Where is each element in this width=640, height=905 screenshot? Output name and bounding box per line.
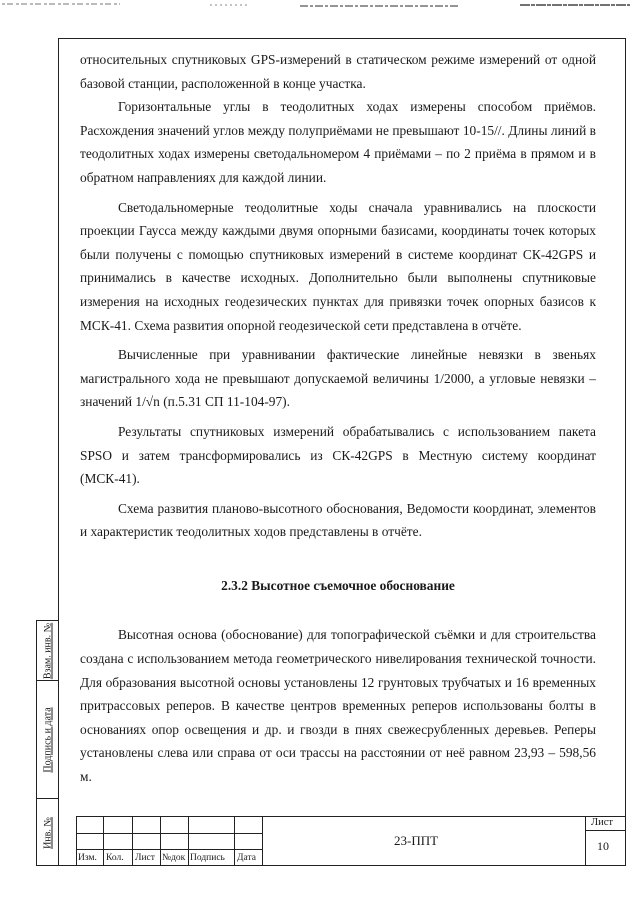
paragraph: Светодальномерные теодолитные ходы сначала уравнивались на плоскости проекции Гаусса между каждыми двумя опорными базисами, координаты точек которых были получены с помощью спутниковых измерений в системе координат СК-42GPS и принимались в качестве исходных. Дополнительно были выполнены спутниковые измерения на исходных геодезических пунктах для привязки точек опорных базисов к МСК-41. Схема развития опорной геодезической сети представлена в отчёте. — [80, 199, 596, 333]
paragraph: Результаты спутниковых измерений обрабатывались с использованием пакета SPSO и затем трансформировались из СК-42GPS в Местную систему координат (МСК-41). — [80, 423, 596, 487]
col-podpis: Подпись — [190, 853, 225, 863]
side-stamp-cell — [37, 621, 59, 681]
side-stamp-cell — [37, 799, 59, 867]
col-kol: Кол. — [106, 853, 124, 863]
col-data: Дата — [237, 853, 256, 863]
sheet-number: 10 — [597, 839, 609, 853]
paragraph: Горизонтальные углы в теодолитных ходах измерены способом приёмов. Расхождения значений углов между полуприёмами не превышают 10-15//. Длины линий в теодолитных ходах измерены светодальномером 4 приёмами – по 2 приёма в прямом и в обратном направлениях для каждой линии. — [80, 99, 596, 185]
scan-noise — [0, 0, 640, 10]
paragraph: Схема развития планово-высотного обоснования, Ведомости координат, элементов и характеристик теодолитных ходов представлены в отчёте. — [80, 500, 596, 540]
title-block — [76, 816, 626, 866]
paragraph: относительных спутниковых GPS-измерений в статическом режиме измерений от одной базовой станции, расположенной в конце участка. — [80, 52, 596, 91]
side-stamp-podpis: Подпись и дата — [42, 706, 54, 773]
side-stamp-cell — [37, 681, 59, 799]
document-body — [80, 48, 596, 789]
document-code: 23-ППТ — [394, 833, 439, 848]
sheet-label: Лист — [591, 817, 613, 828]
side-stamp-vzam: Взам. инв. № — [42, 622, 54, 679]
paragraph: Высотная основа (обоснование) для топографической съёмки и для строительства создана с использованием метода геометрического нивелирования технической точности. Для образования высотной основы установлены 12 грунтовых трубчатых и 16 временных притрассовых реперов. В качестве центров временных реперов использованы болты в основаниях опор освещения и др. и гвозди в пнях свежесрубленных деревьев. Реперы установлены слева или справа от оси трассы на расстоянии от неё равном 23,93 – 598,56 м. — [80, 627, 596, 785]
paragraph: Вычисленные при уравнивании фактические линейные невязки в звеньях магистрального хода не превышают допускаемой величины 1/2000, а угловые невязки – значений 1/√n (п.5.31 СП 11-104-97). — [80, 347, 596, 410]
section-heading: 2.3.2 Высотное съемочное обоснование — [221, 577, 455, 593]
side-stamp — [36, 620, 58, 866]
side-stamp-inv: Инв. № — [42, 817, 54, 849]
col-ndok: №док — [162, 853, 186, 863]
col-izm: Изм. — [78, 853, 97, 863]
col-list: Лист — [135, 853, 155, 863]
